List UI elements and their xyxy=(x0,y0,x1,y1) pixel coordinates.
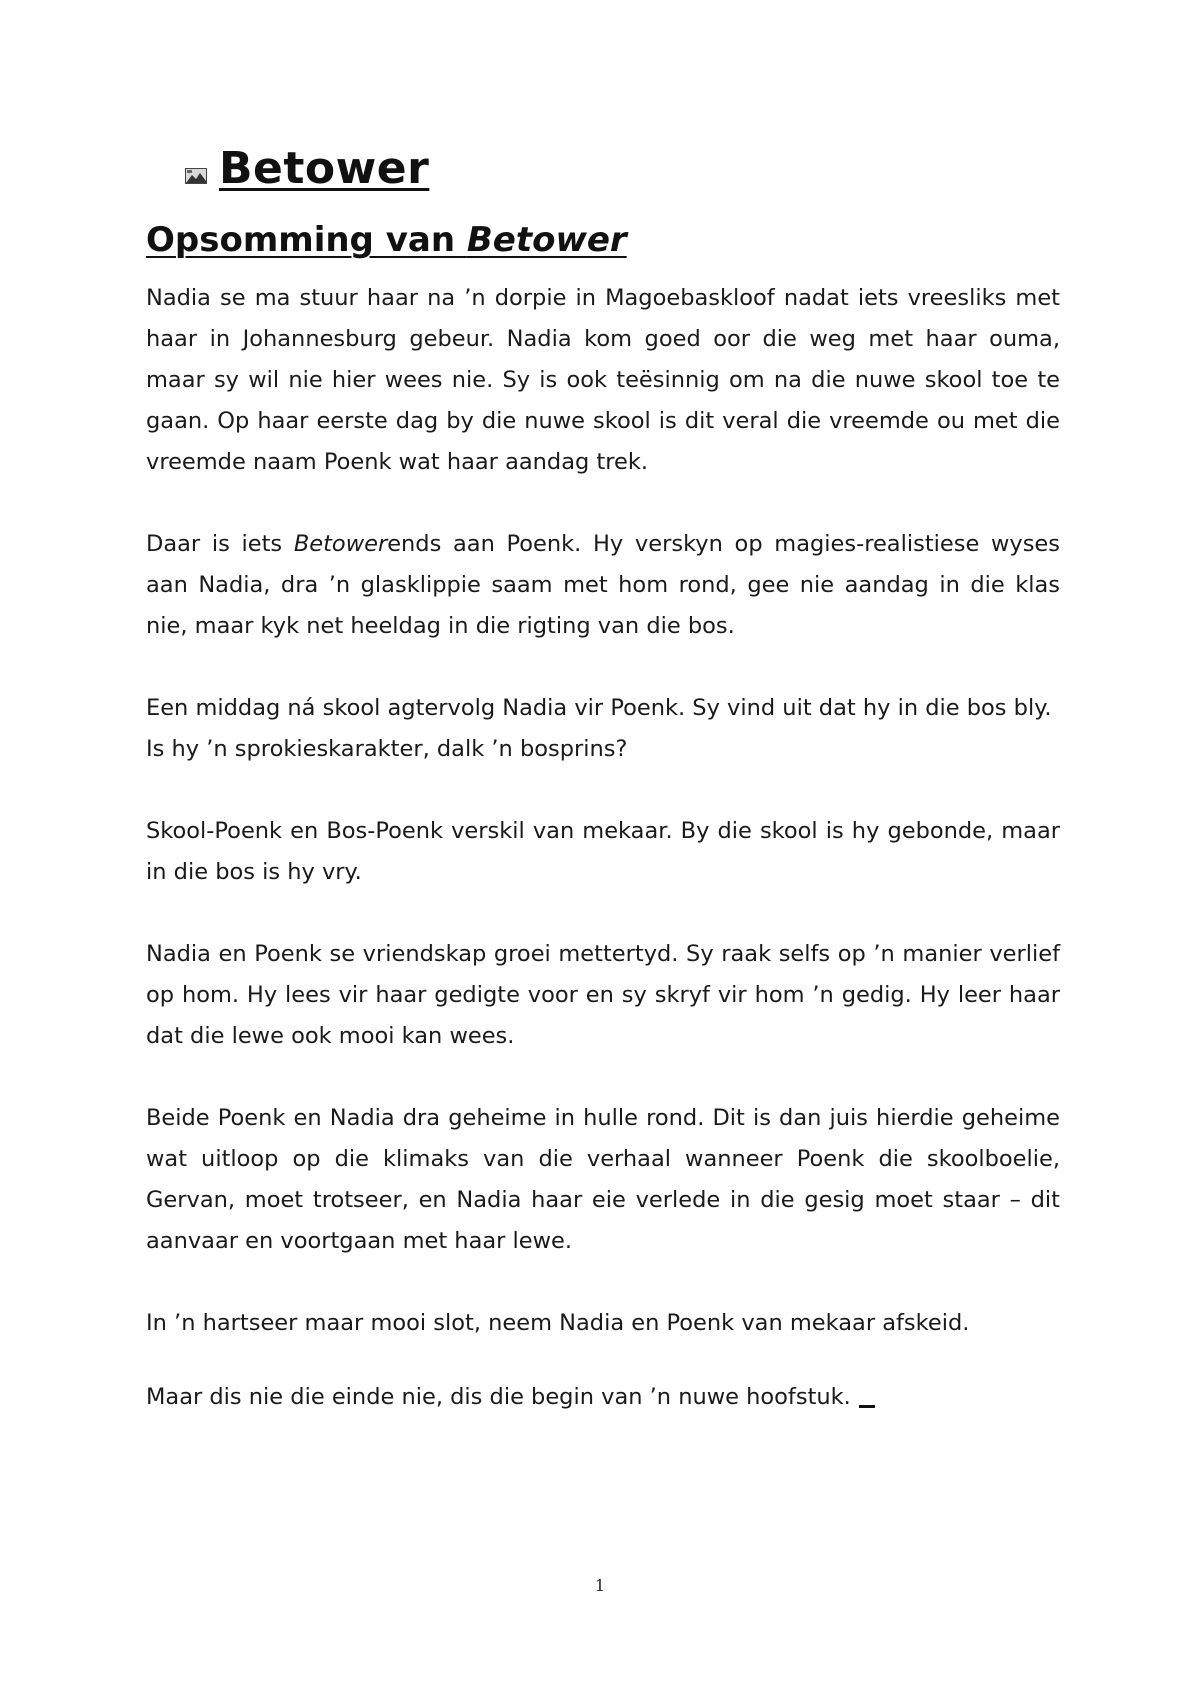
paragraph-3: Een middag ná skool agtervolg Nadia vir Poenk. Sy vind uit dat hy in die bos bly. Is hy ’n sprokieskarakter, dalk ’n bosprins? xyxy=(146,695,1052,762)
title-row xyxy=(185,143,429,194)
document-title: Betower xyxy=(219,143,430,194)
page-number: 1 xyxy=(594,1576,606,1595)
text-cursor xyxy=(859,1405,875,1408)
paragraph-5: Nadia en Poenk se vriendskap groei mettertyd. Sy raak selfs op ’n manier verlief op hom. Hy lees vir haar gedigte voor en sy skryf vir hom ’n gedig. Hy leer haar dat die lewe ook mooi kan wees. xyxy=(146,941,1060,1049)
paragraph-8 xyxy=(146,1377,1060,1418)
section-heading-book-title: Betower xyxy=(466,220,627,260)
paragraph-8-text: Maar dis nie die einde nie, dis die begin van ’n nuwe hoofstuk. xyxy=(146,1384,851,1410)
section-heading xyxy=(146,220,627,260)
paragraph-1: Nadia se ma stuur haar na ’n dorpie in Magoebaskloof nadat iets vreesliks met haar in Johannesburg gebeur. Nadia kom goed oor die weg met haar ouma, maar sy wil nie hier wees nie. Sy is ook teësinnig om na die nuwe skool toe te gaan. Op haar eerste dag by die nuwe skool is dit veral die vreemde ou met die vreemde naam Poenk wat haar aandag trek. xyxy=(146,285,1060,475)
broken-image-icon xyxy=(185,168,207,184)
paragraph-2 xyxy=(146,524,1060,647)
section-heading-prefix: Opsomming van xyxy=(146,220,467,260)
summary-body xyxy=(146,278,1060,1459)
paragraph-7: In ’n hartseer maar mooi slot, neem Nadia en Poenk van mekaar afskeid. xyxy=(146,1310,970,1336)
paragraph-4: Skool-Poenk en Bos-Poenk verskil van mekaar. By die skool is hy gebonde, maar in die bos is hy vry. xyxy=(146,818,1060,885)
paragraph-6: Beide Poenk en Nadia dra geheime in hulle rond. Dit is dan juis hierdie geheime wat uitloop op die klimaks van die verhaal wanneer Poenk die skoolboelie, Gervan, moet trotseer, en Nadia haar eie verlede in die gesig moet staar – dit aanvaar en voortgaan met haar lewe. xyxy=(146,1105,1060,1254)
paragraph-2-end: ends aan Poenk. Hy verskyn op magies-realistiese wyses aan Nadia, dra ’n glasklippie saam met hom rond, gee nie aandag in die klas nie, maar kyk net heeldag in die rigting van die bos. xyxy=(146,531,1060,639)
paragraph-2-italic: Betower xyxy=(293,531,388,557)
paragraph-2-start: Daar is iets xyxy=(146,531,294,557)
